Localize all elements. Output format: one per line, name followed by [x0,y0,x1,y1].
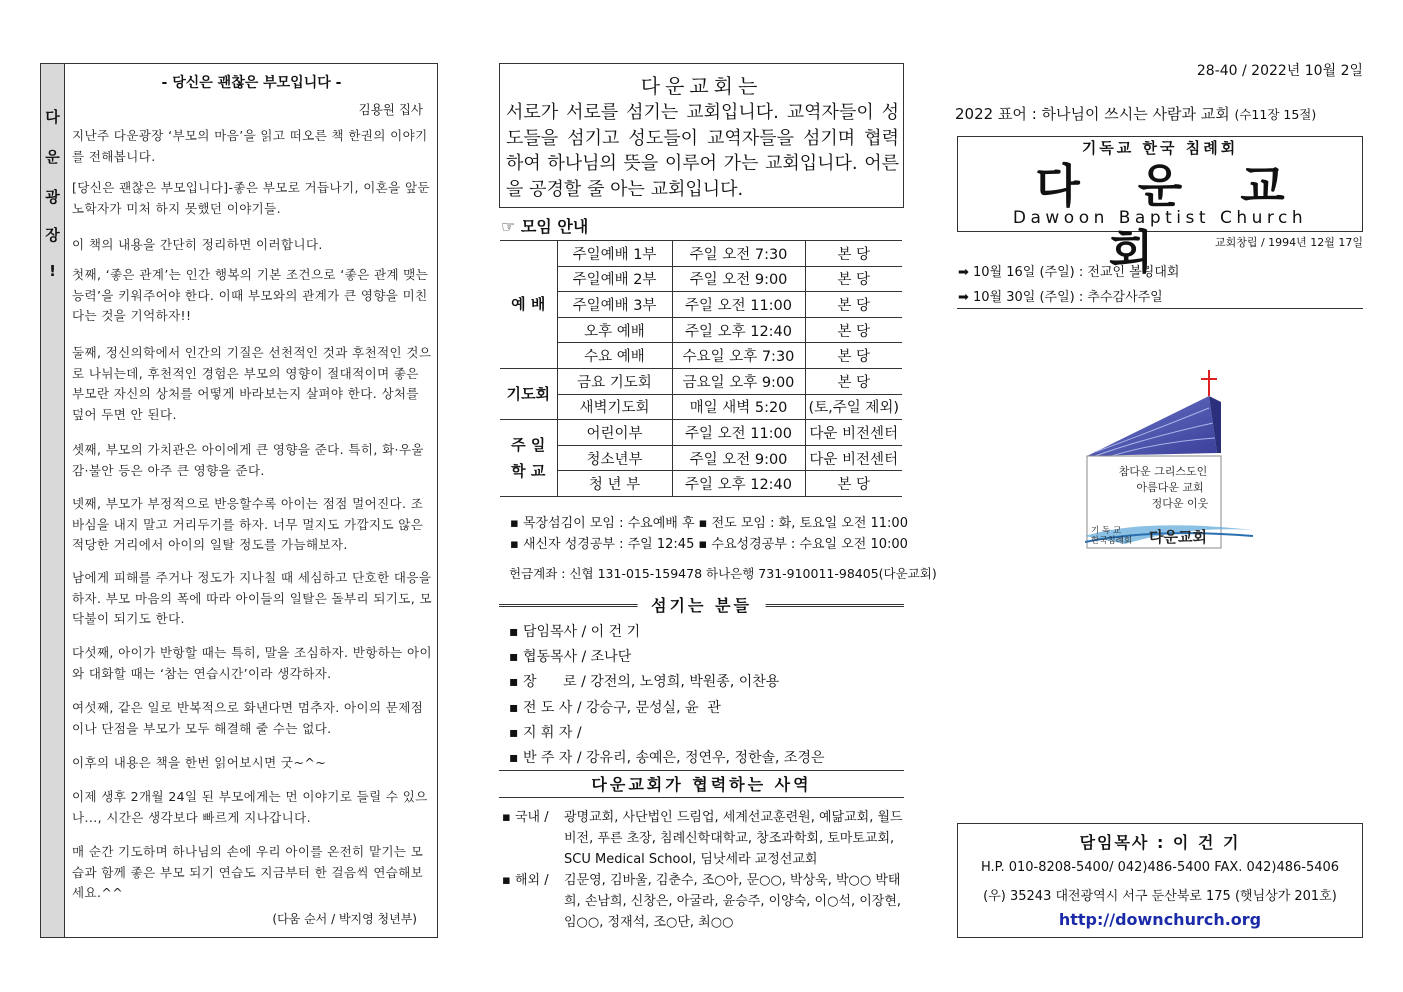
side-char: 운 [45,148,60,166]
website-link[interactable]: http://downchurch.org [1058,910,1262,929]
article-paragraph: 지난주 다운광장 ‘부모의 마음’을 읽고 떠오른 책 한권의 이야기를 전해봅니다. [72,128,428,164]
table-row [500,241,902,267]
meeting-time: 주일 오후 12:40 [672,317,805,343]
church-name: 다운교회 [1035,159,1343,279]
meeting-name: 주일예배 3부 [557,292,672,318]
meeting-time: 주일 오전 9:00 [672,266,805,292]
article-paragraph: 셋째, 부모의 가치관은 아이에게 큰 영향을 준다. 특히, 화·우울감·불안 등은 아주 큰 영향을 준다. [72,442,424,478]
table-row [500,292,902,318]
meeting-place: 본 당 [805,292,902,318]
article-paragraph: 남에게 피해를 주거나 정도가 지나칠 때 세심하고 단호한 대응을 하자. 부모 마음의 폭에 따라 아이들의 일탈은 돌부리 되기도, 모닥불이 되기도 한다. [72,570,432,626]
logo-line: 정다운 이웃 [1151,497,1209,510]
table-row [500,368,902,394]
meeting-name: 청소년부 [557,445,672,471]
meeting-table [500,240,902,497]
table-row [500,471,902,497]
meeting-place: 본 당 [805,471,902,497]
mission-domestic [502,807,904,870]
article-paragraph: 이제 생후 2개월 24일 된 부모에게는 먼 이야기로 들릴 수 있으나..., 시간은 생각보다 빠르게 지나갑니다. [72,789,428,825]
article-paragraph: 여섯째, 같은 일로 반복적으로 화낸다면 멈추자. 아이의 문제점이나 단점을 부모가 모두 해결해 줄 수는 없다. [72,700,424,736]
meeting-name: 수요 예배 [557,343,672,369]
issue-date: 28-40 / 2022년 10월 2일 [1196,63,1363,79]
meeting-name: 주일예배 2부 [557,266,672,292]
article-paragraph: [당신은 괜찮은 부모입니다]-좋은 부모로 거듭나기, 이혼을 앞둔 노학자가 미처 하지 못했던 이야기들. [72,180,430,216]
servers-heading-label: 섬기는 분들 [637,593,766,616]
meeting-place: 본 당 [805,317,902,343]
article-paragraph: 첫째, ‘좋은 관계’는 인간 행복의 기본 조건으로 ‘좋은 관계 맺는 능력’을 키워주어야 한다. 이때 부모와의 관계가 큰 영향을 미친다는 것을 기억하자!! [72,267,429,323]
table-row [500,317,902,343]
side-title-bar [41,64,65,937]
article-paragraph: 이후의 내용은 책을 한번 읽어보시면 굿~^~ [72,755,327,770]
table-row [500,343,902,369]
side-char: 장 [45,226,60,244]
meeting-place: 본 당 [805,368,902,394]
article-paragraph: 매 순간 기도하며 하나님의 손에 우리 아이를 온전히 맡기는 모습과 함께 좋은 부모 되기 연습도 지금부터 한 걸음씩 연습해보세요.^^ [72,844,424,900]
category-prayer: 기도회 [500,368,557,419]
servers-list [509,620,825,771]
category-sunday-school: 주 일 학 교 [500,420,557,497]
table-row [500,394,902,420]
column-daun-plaza [40,63,438,938]
meeting-place: 다운 비전센터 [805,445,902,471]
list-item: ➡ 10월 16일 (주일) : 전교인 볼링대회 [958,265,1180,280]
servers-heading [499,595,904,615]
intro-text: 서로가 서로를 섬기는 교회입니다. 교역자들이 성도들을 섬기고 성도들이 교역자들을 섬기며 협력하여 하나님의 뜻을 이루어 가는 교회입니다. 어른을 공경할 줄 아는 교회입니다. [506,102,899,200]
list-item: ▪ 협동목사 / 조나단 [509,649,632,666]
table-row [500,445,902,471]
meeting-place: 본 당 [805,343,902,369]
list-item: ▪ 담임목사 / 이 건 기 [509,624,641,640]
list-item: ▪ 지 휘 자 / [509,724,582,741]
logo-line: 참다운 그리스도인 [1118,465,1208,478]
meeting-place: 다운 비전센터 [805,420,902,446]
article-paragraph: 다섯째, 아이가 반항할 때는 특히, 말을 조심하자. 반항하는 아이와 대화할 때는 ‘참는 연습시간’이라 생각하자. [72,645,432,681]
mission-overseas-label: ▪ 해외 / [502,873,549,888]
category-worship: 예 배 [500,241,557,369]
motto-reference: (수11장 15절) [1234,107,1317,122]
offering-account: 헌금계좌 : 신협 131-015-159478 하나은행 731-910011-98405(다운교회) [509,566,937,581]
article-paragraph: 넷째, 부모가 부정적으로 반응할수록 아이는 점점 멀어진다. 조바심을 내지 말고 거리두기를 하자. 너무 멀지도 가깝지도 않은 적당한 거리에서 아이의 일탈 정도를 가늠해보자. [72,496,424,552]
event-list [958,260,1179,310]
intro-title: 다운교회는 [640,74,763,98]
meeting-time: 주일 오전 11:00 [672,292,805,318]
founded-date: 교회창립 / 1994년 12월 17일 [1214,236,1363,249]
pastor-contact-box [957,823,1363,938]
meeting-name: 주일예배 1부 [557,241,672,267]
article-footer: (다움 순서 / 박지영 청년부) [272,912,417,926]
logo-line: 아름다운 교회 [1136,481,1204,494]
mission-overseas-text: 김문영, 김바울, 김춘수, 조○아, 문○○, 박상욱, 박○○ 박태희, 손남희, 신창은, 아굴라, 윤승주, 이양숙, 이○석, 이장현, 임○○, 정재석, 조○단, 최○○ [564,873,902,930]
year-motto [955,103,1316,124]
article-title: - 당신은 괜찮은 부모입니다 - [161,75,342,91]
mission-overseas [502,870,904,933]
logo-denom-line: 한국침례회 [1091,536,1133,546]
meeting-time: 주일 오전 9:00 [672,445,805,471]
meeting-place: 본 당 [805,266,902,292]
church-address: (우) 35243 대전광역시 서구 둔산북로 175 (햇님상가 201호) [983,889,1337,904]
contact-numbers: H.P. 010-8208-5400/ 042)486-5400 FAX. 042)486-5406 [980,860,1340,875]
list-item: ➡ 10월 30일 (주일) : 추수감사주일 [958,290,1163,305]
meeting-heading: ☞ 모임 안내 [501,217,589,236]
list-item: ▪ 장 로 / 강전의, 노영희, 박원종, 이찬용 [509,674,780,691]
motto-text: 2022 표어 : 하나님이 쓰시는 사람과 교회 [955,105,1230,123]
church-logo [1085,368,1255,558]
meeting-place: (토,주일 제외) [805,394,902,420]
church-intro-box [499,63,904,208]
meeting-notes [510,513,908,555]
list-item: ▪ 반 주 자 / 강유리, 송예은, 정연우, 정한솔, 조경은 [509,750,825,767]
note-line: ▪ 새신자 성경공부 : 주일 12:45 ▪ 수요성경공부 : 수요일 오전 10:00 [510,537,908,552]
logo-church-name: 다운교회 [1149,528,1207,546]
article-paragraph: 둘째, 정신의학에서 인간의 기질은 선천적인 것과 후천적인 것으로 나뉘는데, 후천적인 경험은 부모의 영향이 절대적이며 좋은 부모란 자신의 상처를 어떻게 바라보는지 살펴야 한다. 상처를 덮어 두면 안 된다. [72,345,432,422]
logo-denom [1091,526,1132,546]
table-row [500,266,902,292]
side-char: 다 [45,108,60,126]
meeting-place: 본 당 [805,241,902,267]
meeting-time: 주일 오전 7:30 [672,241,805,267]
table-row [500,420,902,446]
meeting-time: 수요일 오후 7:30 [672,343,805,369]
mission-list [502,807,904,933]
meeting-name: 청 년 부 [557,471,672,497]
meeting-time: 매일 새벽 5:20 [672,394,805,420]
meeting-time: 주일 오후 12:40 [672,471,805,497]
mission-domestic-text: 광명교회, 사단법인 드림업, 세계선교훈련원, 예닮교회, 월드비전, 푸른 초장, 침례신학대학교, 창조과학회, 토마토교회, SCU Medical School, 딤낫세라 교정선교회 [564,810,903,867]
list-item: ▪ 전 도 사 / 강승구, 문성실, 윤 관 [509,699,721,716]
mission-heading: 다운교회가 협력하는 사역 [499,770,904,798]
side-char: ! [49,262,56,280]
denomination: 기독교 한국 침례회 [1081,139,1239,157]
logo-denom-line: 기 독 교 [1091,526,1122,536]
divider [957,308,1363,309]
mission-domestic-label: ▪ 국내 / [502,810,549,825]
pastor-name: 담임목사 : 이 건 기 [1079,833,1241,852]
note-line: ▪ 목장섬김이 모임 : 수요예배 후 ▪ 전도 모임 : 화, 토요일 오전 11:00 [510,516,908,531]
meeting-time: 금요일 오후 9:00 [672,368,805,394]
meeting-time: 주일 오전 11:00 [672,420,805,446]
church-english-name: Dawoon Baptist Church [1012,208,1308,228]
meeting-name: 오후 예배 [557,317,672,343]
side-char: 광 [45,188,60,206]
meeting-name: 금요 기도회 [557,368,672,394]
meeting-name: 어린이부 [557,420,672,446]
article-author: 김용원 집사 [358,102,423,117]
logo-text [1103,464,1223,512]
article-paragraph: 이 책의 내용을 간단히 정리하면 이러합니다. [72,237,323,252]
meeting-name: 새벽기도회 [557,394,672,420]
